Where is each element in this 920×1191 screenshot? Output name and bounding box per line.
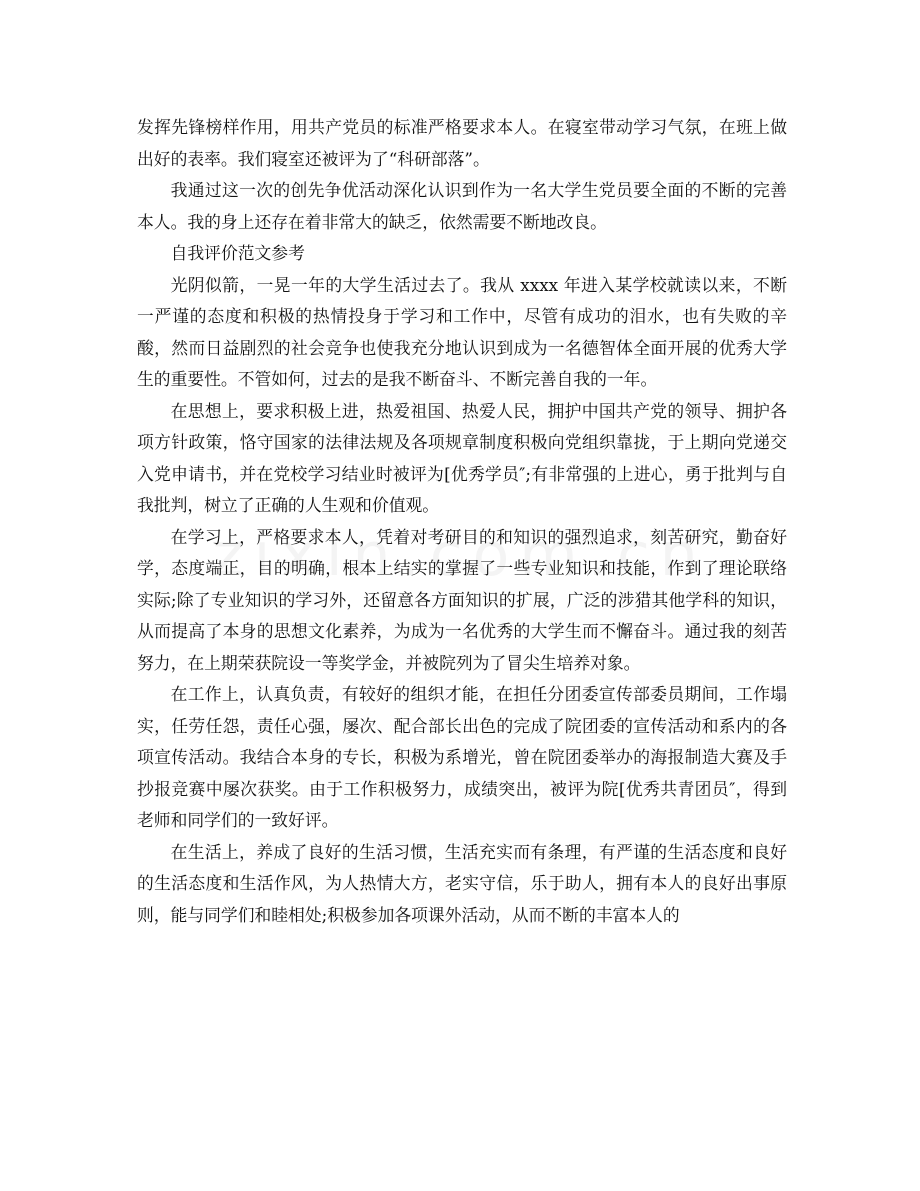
paragraph-intro: 光阴似箭，一晃一年的大学生活过去了。我从 xxxx 年进入某学校就读以来，不断一严谨的态度和积极的热情投身于学习和工作中，尽管有成功的泪水，也有失败的辛酸，然而日益剧烈的社会竞争也使我充分地认识到成为一名德智体全面开展的优秀大学生的重要性。不管如何，过去的是我不断奋斗、不断完善自我的一年。 [137, 274, 787, 389]
paragraph-life: 在生活上，养成了良好的生活习惯，生活充实而有条理，有严谨的生活态度和良好的生活态度和生活作风，为人热情大方，老实守信，乐于助人，拥有本人的良好出事原则，能与同学们和睦相处;积极参加各项课外活动，从而不断的丰富本人的 [137, 841, 787, 925]
paragraph-work: 在工作上，认真负责，有较好的组织才能，在担任分团委宣传部委员期间，工作塌实，任劳任怨，责任心强，屡次、配合部长出色的完成了院团委的宣传活动和系内的各项宣传活动。我结合本身的专长，积极为系增光，曾在院团委举办的海报制造大赛及手抄报竞赛中屡次获奖。由于工作积极努力，成绩突出，被评为院[优秀共青团员″，得到老师和同学们的一致好评。 [137, 684, 787, 830]
paragraph-ideology: 在思想上，要求积极上进，热爱祖国、热爱人民，拥护中国共产党的领导、拥护各项方针政策，恪守国家的法律法规及各项规章制度积极向党组织靠拢，于上期向党递交入党申请书，并在党校学习结业时被评为[优秀学员″;有非常强的上进心，勇于批判与自我批判，树立了正确的人生观和价值观。 [137, 400, 787, 515]
section-heading: 自我评价范文参考 [170, 243, 305, 263]
paragraph-study: 在学习上，严格要求本人，凭着对考研目的和知识的强烈追求，刻苦研究，勤奋好学，态度端正，目的明确，根本上结实的掌握了一些专业知识和技能，作到了理论联络实际;除了专业知识的学习外，还留意各方面知识的扩展，广泛的涉猎其他学科的知识，从而提高了本身的思想文化素养，为成为一名优秀的大学生而不懈奋斗。通过我的刻苦努力，在上期荣获院设一等奖学金，并被院列为了冒尖生培养对象。 [137, 526, 787, 673]
paragraph-continuation: 发挥先锋榜样作用，用共产党员的标准严格要求本人。在寝室带动学习气氛，在班上做出好的表率。我们寝室还被评为了“科研部落”。 [137, 117, 787, 169]
document-body [137, 112, 787, 931]
paragraph-conclusion: 我通过这一次的创先争优活动深化认识到作为一名大学生党员要全面的不断的完善本人。我的身上还存在着非常大的缺乏，依然需要不断地改良。 [137, 180, 787, 232]
